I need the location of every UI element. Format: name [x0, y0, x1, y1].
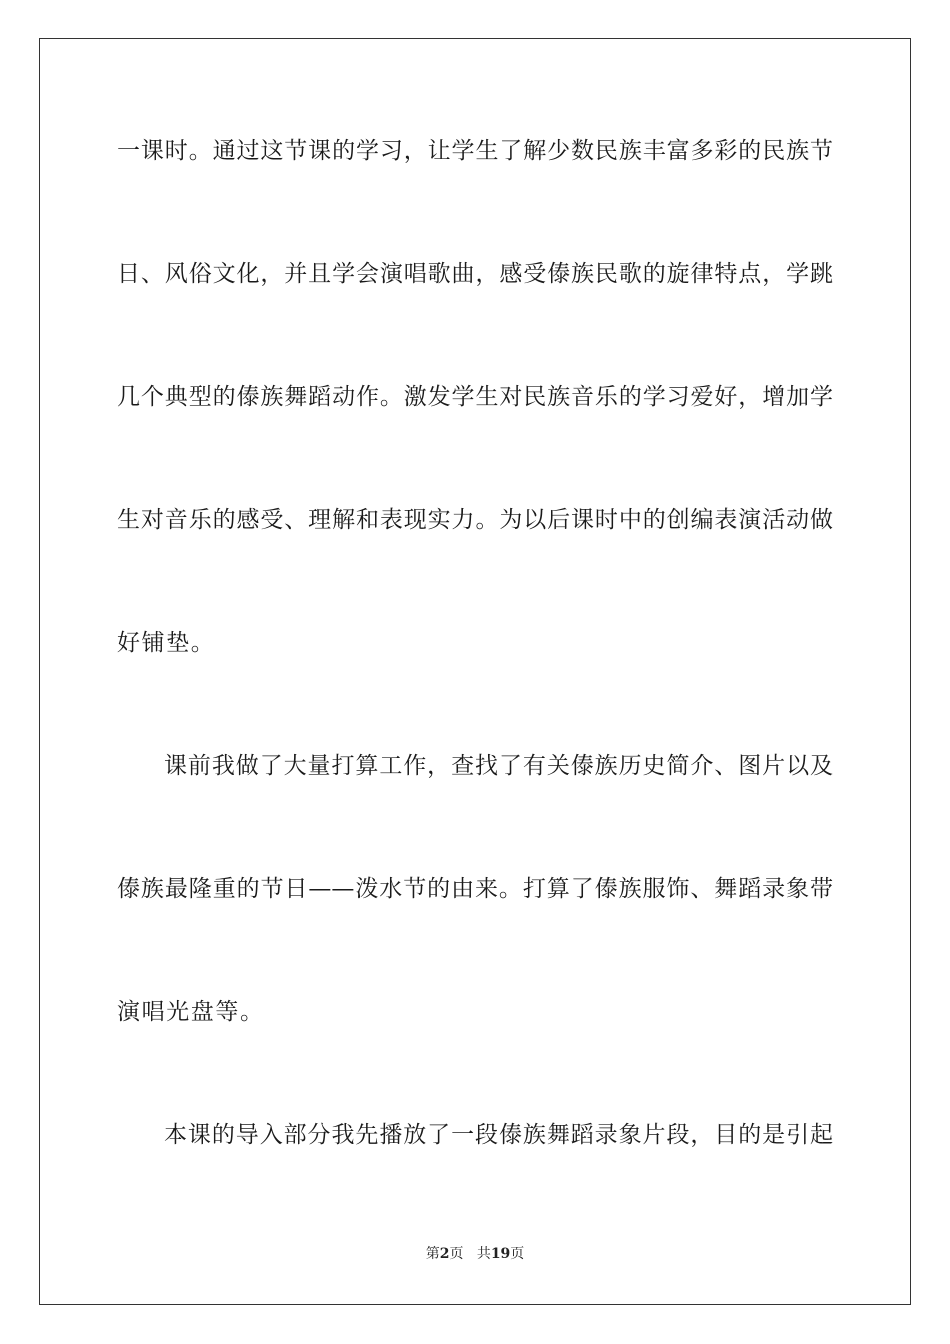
page-footer: [0, 1245, 950, 1263]
footer-page-suffix: 页: [449, 1246, 464, 1262]
text-line-3: 几个典型的傣族舞蹈动作。激发学生对民族音乐的学习爱好，增加学: [117, 384, 833, 410]
text-line-2: 日、风俗文化，并且学会演唱歌曲，感受傣族民歌的旋律特点，学跳: [117, 261, 833, 287]
footer-total-pages: 19: [490, 1246, 511, 1262]
text-line-9: 本课的导入部分我先播放了一段傣族舞蹈录象片段，目的是引起: [164, 1122, 833, 1148]
text-line-8: 演唱光盘等。: [117, 999, 265, 1025]
text-line-6: 课前我做了大量打算工作，查找了有关傣族历史简介、图片以及: [164, 753, 833, 779]
footer-page-prefix: 第: [425, 1246, 440, 1262]
text-line-4: 生对音乐的感受、理解和表现实力。为以后课时中的创编表演活动做: [117, 507, 833, 533]
text-line-7: 傣族最隆重的节日——泼水节的由来。打算了傣族服饰、舞蹈录象带: [117, 876, 833, 902]
page-border: [39, 38, 911, 1305]
text-line-5: 好铺垫。: [117, 630, 216, 656]
footer-total-suffix: 页: [510, 1246, 525, 1262]
footer-total-prefix: 共: [476, 1246, 491, 1262]
footer-page-number: 2: [439, 1246, 450, 1262]
text-line-1: 一课时。通过这节课的学习，让学生了解少数民族丰富多彩的民族节: [117, 138, 833, 164]
